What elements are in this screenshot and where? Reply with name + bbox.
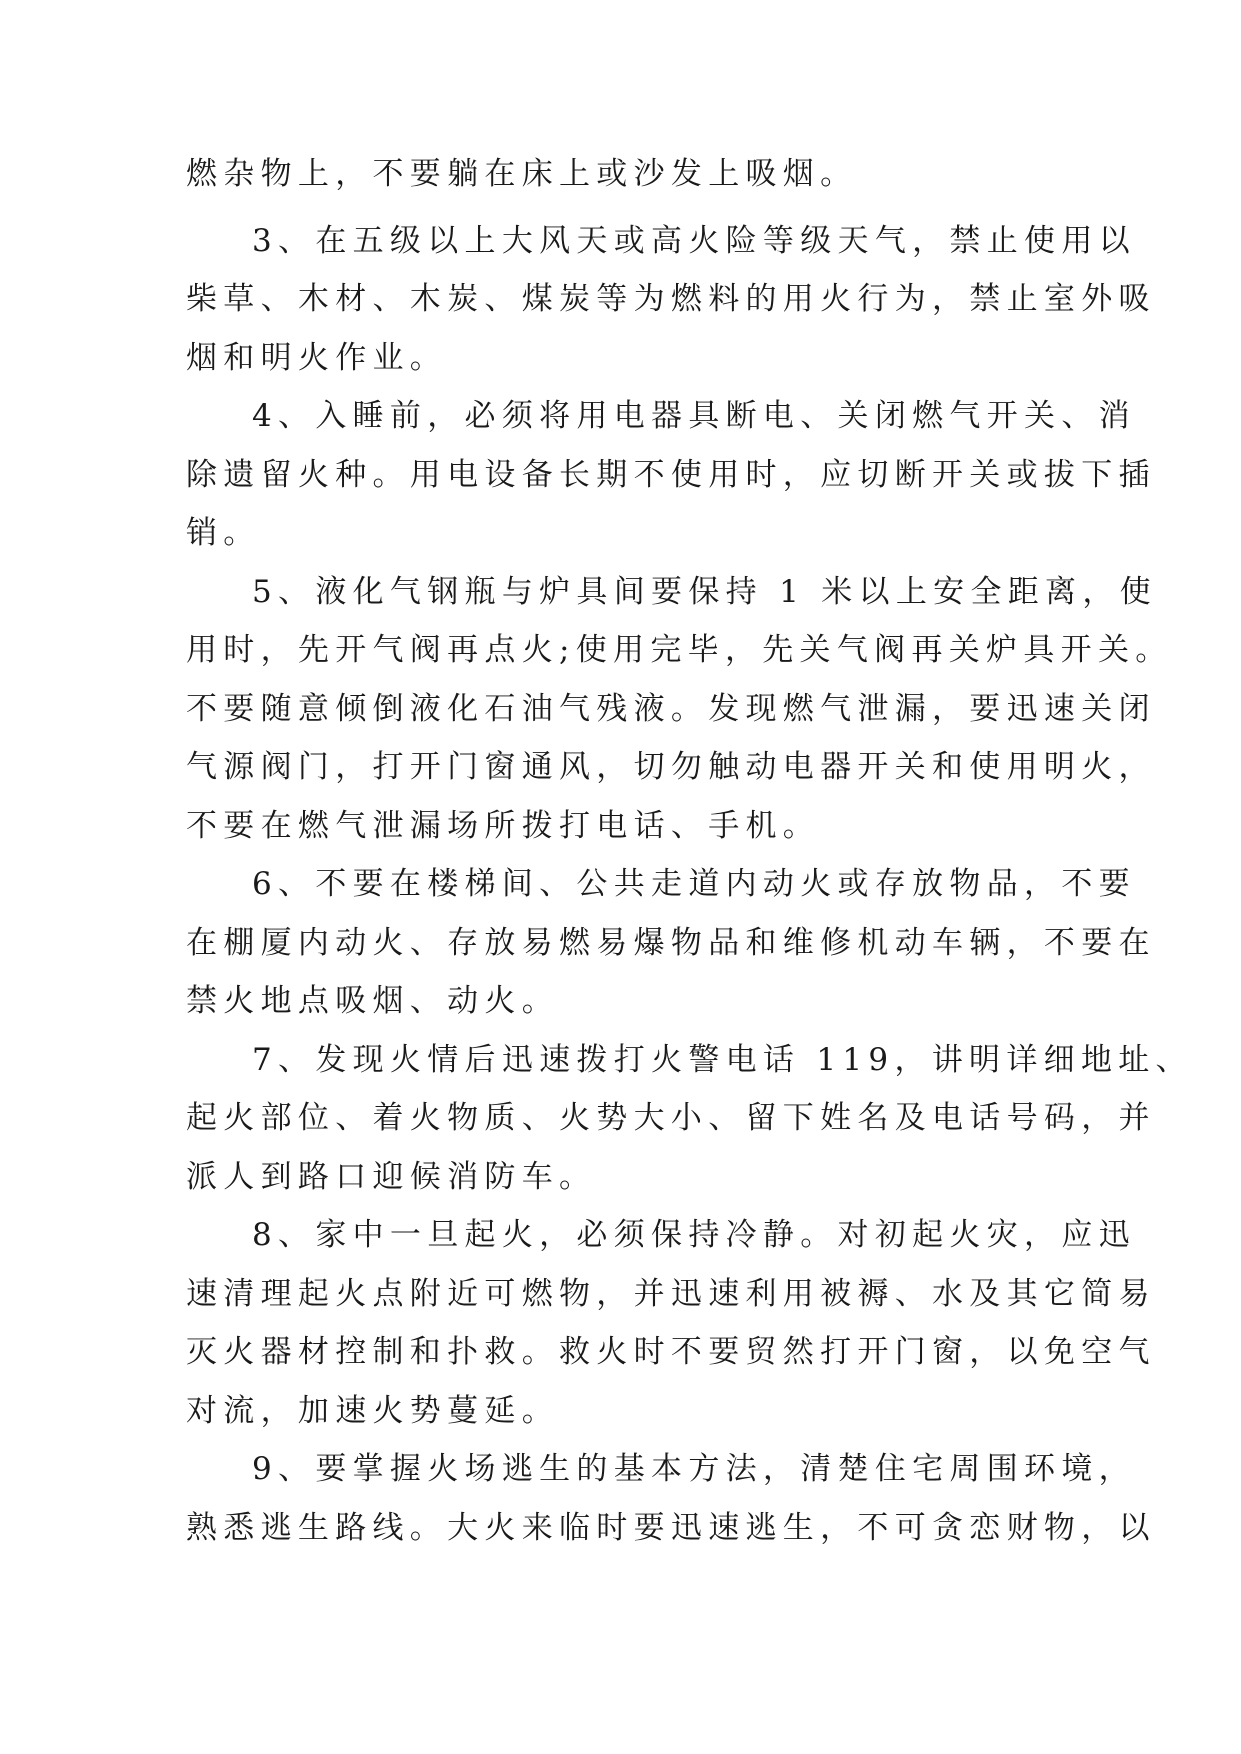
- text-line: 7、发现火情后迅速拨打火警电话 119，讲明详细地址、: [252, 1042, 1193, 1078]
- text-line: 3、在五级以上大风天或高火险等级天气，禁止使用以: [252, 223, 1136, 259]
- text-line: 在棚厦内动火、存放易燃易爆物品和维修机动车辆，不要在: [186, 925, 1156, 961]
- text-line: 不要在燃气泄漏场所拨打电话、手机。: [186, 808, 821, 844]
- text-line: 9、要掌握火场逃生的基本方法，清楚住宅周围环境，: [252, 1451, 1136, 1487]
- text-line: 用时，先开气阀再点火;使用完毕，先关气阀再关炉具开关。: [186, 632, 1173, 668]
- text-line: 4、入睡前，必须将用电器具断电、关闭燃气开关、消: [252, 398, 1136, 434]
- text-line: 燃杂物上，不要躺在床上或沙发上吸烟。: [186, 156, 858, 192]
- text-line: 派人到路口迎候消防车。: [186, 1159, 597, 1195]
- text-line: 8、家中一旦起火，必须保持冷静。对初起火灾，应迅: [252, 1217, 1136, 1253]
- text-line: 对流，加速火势蔓延。: [186, 1393, 559, 1429]
- text-line: 烟和明火作业。: [186, 340, 448, 376]
- text-line: 灭火器材控制和扑救。救火时不要贸然打开门窗，以免空气: [186, 1334, 1156, 1370]
- text-line: 禁火地点吸烟、动火。: [186, 983, 559, 1019]
- text-line: 5、液化气钢瓶与炉具间要保持 1 米以上安全距离，使: [252, 574, 1157, 610]
- text-line: 气源阀门，打开门窗通风，切勿触动电器开关和使用明火，: [186, 749, 1156, 785]
- text-line: 熟悉逃生路线。大火来临时要迅速逃生，不可贪恋财物，以: [186, 1510, 1156, 1546]
- text-line: 起火部位、着火物质、火势大小、留下姓名及电话号码，并: [186, 1100, 1156, 1136]
- text-line: 6、不要在楼梯间、公共走道内动火或存放物品，不要: [252, 866, 1136, 902]
- text-line: 速清理起火点附近可燃物，并迅速利用被褥、水及其它简易: [186, 1276, 1156, 1312]
- text-line: 除遗留火种。用电设备长期不使用时，应切断开关或拔下插: [186, 457, 1156, 493]
- text-line: 不要随意倾倒液化石油气残液。发现燃气泄漏，要迅速关闭: [186, 691, 1156, 727]
- text-line: 柴草、木材、木炭、煤炭等为燃料的用火行为，禁止室外吸: [186, 281, 1156, 317]
- text-line: 销。: [186, 515, 261, 551]
